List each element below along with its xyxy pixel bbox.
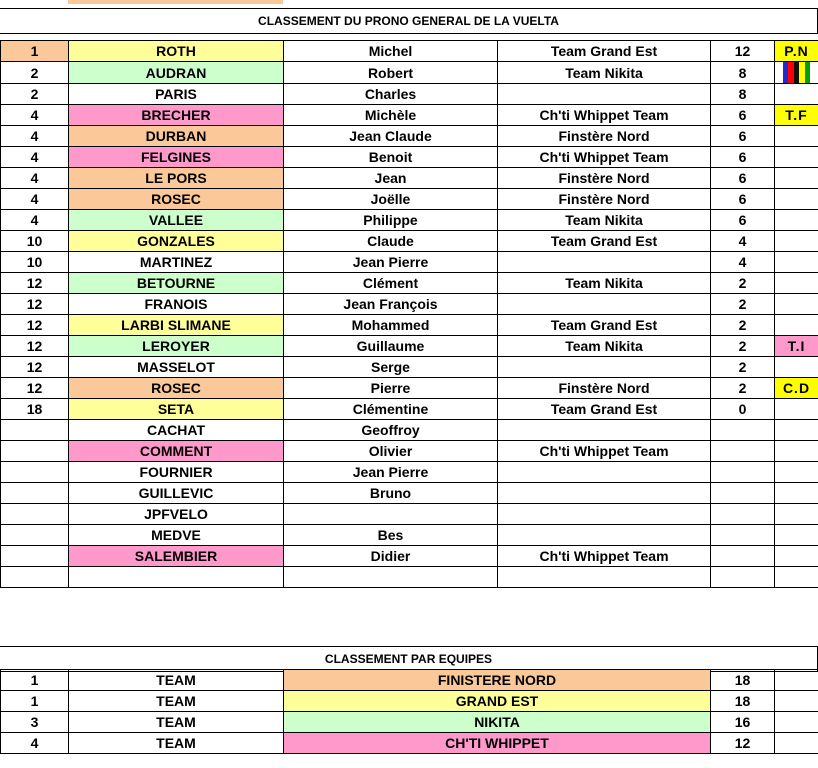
rank-cell[interactable]: 4 [1,105,69,126]
table-row [1,62,818,84]
nom-cell[interactable]: GONZALES [69,231,284,252]
team-cell[interactable]: Finstère Nord [498,378,711,399]
info-cell[interactable]: C.D [775,378,818,399]
table-row [1,84,818,105]
team-label-cell[interactable]: TEAM [69,733,284,754]
rank-cell[interactable]: 12 [1,294,69,315]
team-label-cell[interactable]: TEAM [69,691,284,712]
table-row [1,105,818,126]
table-row [1,273,818,294]
info-cell[interactable]: T.F [775,105,818,126]
team-cell[interactable] [498,84,711,105]
team-cell[interactable]: Finstère Nord [498,189,711,210]
rank-cell[interactable]: 12 [1,336,69,357]
team-extra-cell[interactable] [775,670,818,691]
table-row [1,147,818,168]
team-extra-cell[interactable] [775,712,818,733]
prenom-cell[interactable]: Jean [284,168,498,189]
prenom-cell[interactable] [284,504,498,525]
rank-cell[interactable]: 4 [1,147,69,168]
nom-cell[interactable]: LE PORS [69,168,284,189]
table-row [1,252,818,273]
table-row [1,210,818,231]
team-cell[interactable]: Team Nikita [498,62,711,84]
points-cell[interactable]: 0 [711,399,775,420]
team-name-cell[interactable]: CH'TI WHIPPET [284,733,711,754]
rank-cell[interactable]: 12 [1,273,69,294]
nom-cell[interactable]: MARTINEZ [69,252,284,273]
team-points-cell[interactable]: 16 [711,712,775,733]
nom-cell[interactable]: SALEMBIER [69,546,284,567]
info-cell[interactable] [775,315,818,336]
rank-cell[interactable] [1,420,69,441]
info-cell[interactable] [775,546,818,567]
team-cell[interactable]: Ch'ti Whippet Team [498,105,711,126]
prenom-cell[interactable]: Clément [284,273,498,294]
team-cell[interactable]: Ch'ti Whippet Team [498,441,711,462]
info-cell[interactable] [775,147,818,168]
rank-cell[interactable]: 10 [1,252,69,273]
rank-cell[interactable]: 10 [1,231,69,252]
points-cell[interactable]: 6 [711,168,775,189]
team-row [1,670,818,691]
prenom-cell[interactable]: Joëlle [284,189,498,210]
rank-cell[interactable] [1,567,69,588]
nom-cell[interactable]: BRECHER [69,105,284,126]
team-extra-cell[interactable] [775,691,818,712]
teams-title: CLASSEMENT PAR EQUIPES [0,646,818,672]
prenom-cell[interactable]: Michèle [284,105,498,126]
table-row [1,357,818,378]
team-cell[interactable] [498,504,711,525]
info-cell[interactable] [775,504,818,525]
team-row [1,691,818,712]
table-row [1,462,818,483]
prenom-cell[interactable]: Pierre [284,378,498,399]
nom-cell[interactable]: MEDVE [69,525,284,546]
points-cell[interactable] [711,546,775,567]
prenom-cell[interactable]: Olivier [284,441,498,462]
table-row [1,336,818,357]
nom-cell[interactable]: FOURNIER [69,462,284,483]
nom-cell[interactable]: FRANOIS [69,294,284,315]
table-row [1,294,818,315]
team-cell[interactable]: Ch'ti Whippet Team [498,546,711,567]
team-cell[interactable] [498,357,711,378]
table-row [1,378,818,399]
info-cell[interactable] [775,399,818,420]
team-cell[interactable] [498,483,711,504]
team-cell[interactable] [498,420,711,441]
team-cell[interactable] [498,252,711,273]
prenom-cell[interactable]: Guillaume [284,336,498,357]
column-header-strip [0,0,818,4]
info-cell[interactable] [775,525,818,546]
points-cell[interactable] [711,462,775,483]
flag-icon [783,62,811,83]
prenom-cell[interactable]: Clémentine [284,399,498,420]
team-cell[interactable] [498,294,711,315]
points-cell[interactable]: 4 [711,231,775,252]
team-cell[interactable] [498,462,711,483]
points-cell[interactable]: 6 [711,105,775,126]
team-extra-cell[interactable] [775,733,818,754]
table-row [1,41,818,62]
points-cell[interactable]: 2 [711,273,775,294]
info-cell[interactable] [775,252,818,273]
info-cell[interactable] [775,231,818,252]
team-row [1,712,818,733]
rank-cell[interactable]: 4 [1,126,69,147]
info-cell[interactable]: P.N [775,41,818,62]
table-row [1,504,818,525]
points-cell[interactable] [711,483,775,504]
teams-table [0,669,818,754]
nom-cell[interactable]: JPFVELO [69,504,284,525]
info-cell[interactable] [775,168,818,189]
points-cell[interactable]: 2 [711,357,775,378]
prenom-cell[interactable]: Benoit [284,147,498,168]
team-rank-cell[interactable]: 3 [1,712,69,733]
nom-cell[interactable]: COMMENT [69,441,284,462]
prenom-cell[interactable]: Jean Pierre [284,462,498,483]
rank-cell[interactable]: 4 [1,189,69,210]
info-cell[interactable] [775,126,818,147]
team-name-cell[interactable]: FINISTERE NORD [284,670,711,691]
points-cell[interactable]: 2 [711,294,775,315]
rank-cell[interactable] [1,546,69,567]
prenom-cell[interactable]: Serge [284,357,498,378]
prenom-cell[interactable]: Bruno [284,483,498,504]
rank-cell[interactable]: 4 [1,210,69,231]
nom-cell[interactable]: ROSEC [69,378,284,399]
info-cell[interactable] [775,84,818,105]
info-cell[interactable] [775,462,818,483]
table-row [1,483,818,504]
info-cell[interactable] [775,273,818,294]
table-row [1,399,818,420]
team-cell[interactable]: Team Grand Est [498,399,711,420]
table-row [1,546,818,567]
prenom-cell[interactable]: Michel [284,41,498,62]
prenom-cell[interactable]: Jean François [284,294,498,315]
nom-cell[interactable]: VALLEE [69,210,284,231]
nom-cell[interactable]: GUILLEVIC [69,483,284,504]
info-cell[interactable] [775,483,818,504]
team-cell[interactable] [498,525,711,546]
points-cell[interactable] [711,525,775,546]
points-cell[interactable]: 2 [711,378,775,399]
team-rank-cell[interactable]: 1 [1,691,69,712]
nom-cell[interactable]: LEROYER [69,336,284,357]
team-cell[interactable]: Team Grand Est [498,315,711,336]
rank-cell[interactable]: 12 [1,357,69,378]
info-cell[interactable]: T.I [775,336,818,357]
team-name-cell[interactable]: GRAND EST [284,691,711,712]
prenom-cell[interactable]: Philippe [284,210,498,231]
team-cell[interactable]: Finstère Nord [498,168,711,189]
table-row [1,315,818,336]
points-cell[interactable]: 8 [711,84,775,105]
prenom-cell[interactable]: Jean Pierre [284,252,498,273]
nom-cell[interactable]: LARBI SLIMANE [69,315,284,336]
team-cell[interactable]: Ch'ti Whippet Team [498,147,711,168]
table-row [1,231,818,252]
team-cell[interactable]: Team Grand Est [498,41,711,62]
prenom-cell[interactable]: Jean Claude [284,126,498,147]
nom-cell[interactable]: ROSEC [69,189,284,210]
rank-cell[interactable]: 12 [1,315,69,336]
points-cell[interactable] [711,441,775,462]
nom-cell[interactable]: FELGINES [69,147,284,168]
rank-cell[interactable]: 2 [1,62,69,84]
team-points-cell[interactable]: 12 [711,733,775,754]
team-name-cell[interactable]: NIKITA [284,712,711,733]
team-cell[interactable]: Team Grand Est [498,231,711,252]
points-cell[interactable]: 8 [711,62,775,84]
team-cell[interactable]: Team Nikita [498,210,711,231]
rank-cell[interactable] [1,441,69,462]
points-cell[interactable]: 2 [711,336,775,357]
points-cell[interactable]: 6 [711,126,775,147]
prenom-cell[interactable]: Robert [284,62,498,84]
rank-cell[interactable] [1,483,69,504]
table-row [1,441,818,462]
points-cell[interactable]: 4 [711,252,775,273]
prenom-cell[interactable]: Mohammed [284,315,498,336]
team-cell[interactable]: Team Nikita [498,273,711,294]
info-cell[interactable] [775,210,818,231]
info-cell[interactable] [775,357,818,378]
nom-cell[interactable]: BETOURNE [69,273,284,294]
rank-cell[interactable] [1,504,69,525]
rank-cell[interactable]: 12 [1,378,69,399]
team-rank-cell[interactable]: 1 [1,670,69,691]
points-cell[interactable]: 12 [711,41,775,62]
nom-cell[interactable]: ROTH [69,41,284,62]
points-cell[interactable] [711,420,775,441]
table-row [1,567,818,588]
table-row [1,168,818,189]
rank-cell[interactable]: 18 [1,399,69,420]
ranking-title: CLASSEMENT DU PRONO GENERAL DE LA VUELTA [0,8,818,34]
points-cell[interactable] [711,567,775,588]
rank-cell[interactable] [1,525,69,546]
nom-cell[interactable]: AUDRAN [69,62,284,84]
info-cell[interactable] [775,441,818,462]
rank-cell[interactable] [1,462,69,483]
nom-cell[interactable]: SETA [69,399,284,420]
table-row [1,189,818,210]
team-cell[interactable] [498,567,711,588]
team-label-cell[interactable]: TEAM [69,670,284,691]
team-points-cell[interactable]: 18 [711,691,775,712]
table-row [1,126,818,147]
prenom-cell[interactable]: Claude [284,231,498,252]
nom-cell[interactable]: MASSELOT [69,357,284,378]
info-cell[interactable] [775,189,818,210]
team-cell[interactable]: Team Nikita [498,336,711,357]
points-cell[interactable]: 6 [711,210,775,231]
nom-cell[interactable] [69,567,284,588]
info-cell[interactable] [775,294,818,315]
ranking-table [0,40,818,588]
team-cell[interactable]: Finstère Nord [498,126,711,147]
points-cell[interactable]: 6 [711,147,775,168]
prenom-cell[interactable]: Didier [284,546,498,567]
table-row [1,420,818,441]
prenom-cell[interactable]: Charles [284,84,498,105]
points-cell[interactable]: 2 [711,315,775,336]
nom-cell[interactable]: CACHAT [69,420,284,441]
team-label-cell[interactable]: TEAM [69,712,284,733]
rank-cell[interactable]: 4 [1,168,69,189]
info-cell[interactable] [775,567,818,588]
nom-cell[interactable]: DURBAN [69,126,284,147]
info-cell[interactable] [775,420,818,441]
table-row [1,525,818,546]
prenom-cell[interactable]: Geoffroy [284,420,498,441]
team-rank-cell[interactable]: 4 [1,733,69,754]
rank-cell[interactable]: 2 [1,84,69,105]
points-cell[interactable]: 6 [711,189,775,210]
team-row [1,733,818,754]
prenom-cell[interactable]: Bes [284,525,498,546]
nom-cell[interactable]: PARIS [69,84,284,105]
prenom-cell[interactable] [284,567,498,588]
team-points-cell[interactable]: 18 [711,670,775,691]
rank-cell[interactable]: 1 [1,41,69,62]
info-cell[interactable] [775,62,818,84]
points-cell[interactable] [711,504,775,525]
